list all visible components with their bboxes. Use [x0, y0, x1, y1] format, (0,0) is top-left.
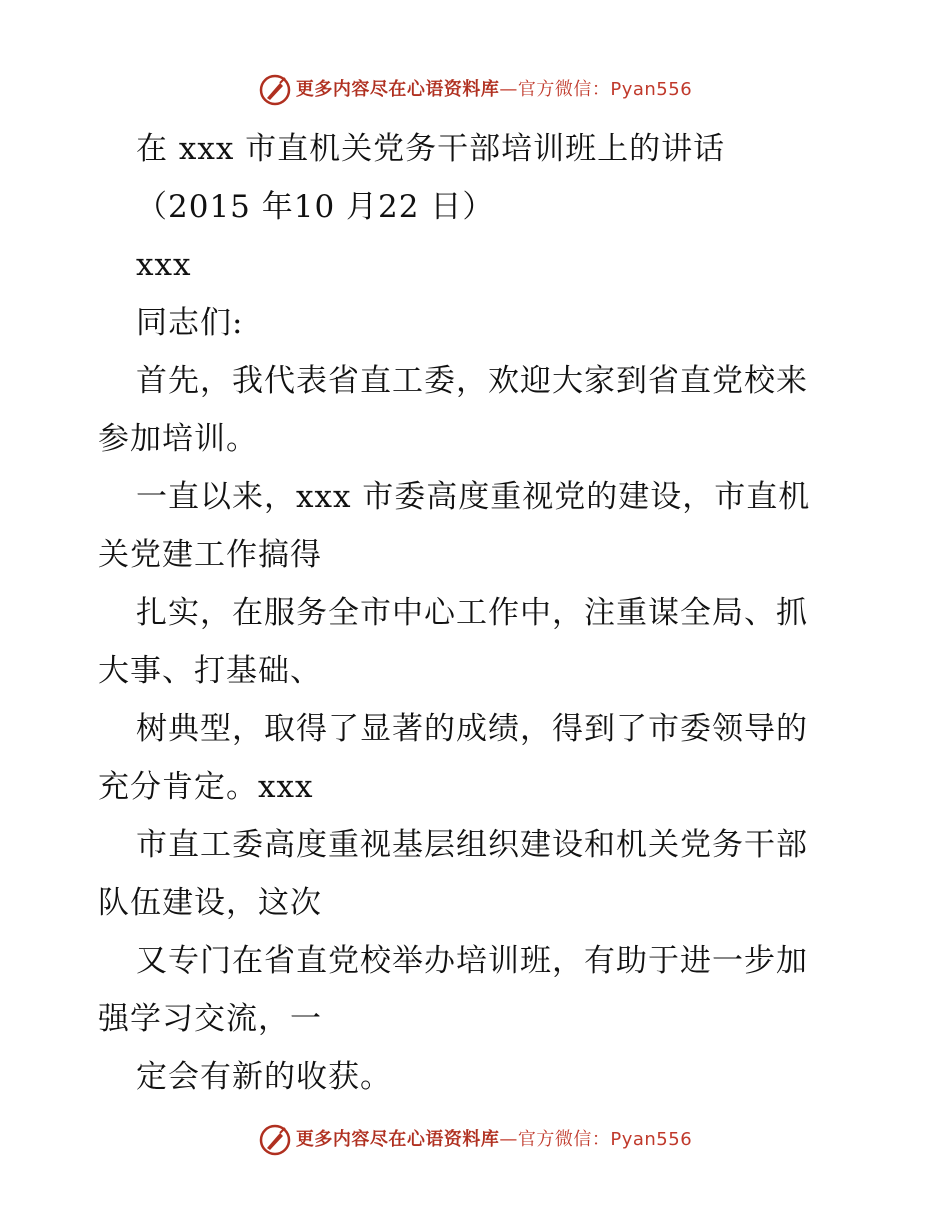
document-date: （2015 年10 月22 日）	[136, 189, 495, 225]
paragraph-line: 关党建工作搞得	[98, 537, 322, 573]
paragraph-line: 参加培训。	[98, 421, 258, 457]
quill-pen-seal-icon	[258, 1123, 292, 1157]
paragraph-line: 树典型，取得了显著的成绩，得到了市委领导的	[136, 711, 808, 747]
document-title: 在 xxx 市直机关党务干部培训班上的讲话	[136, 131, 726, 167]
paragraph-line: 又专门在省直党校举办培训班，有助于进一步加	[136, 943, 808, 979]
header-banner	[0, 70, 950, 110]
footer-banner	[0, 1120, 950, 1160]
paragraph-line: 定会有新的收获。	[136, 1059, 392, 1095]
paragraph-line: 充分肯定。xxx	[98, 769, 314, 805]
paragraph-line: 强学习交流，一	[98, 1001, 322, 1037]
paragraph-line: 扎实，在服务全市中心工作中，注重谋全局、抓	[136, 595, 808, 631]
paragraph-line: 大事、打基础、	[98, 653, 322, 689]
document-salutation: 同志们:	[136, 305, 244, 341]
quill-pen-seal-icon	[258, 73, 292, 107]
paragraph-line: 队伍建设，这次	[98, 885, 322, 921]
paragraph-line: 市直工委高度重视基层组织建设和机关党务干部	[136, 827, 808, 863]
banner-text: 更多内容尽在心语资料库—官方微信：Pyan556	[295, 79, 693, 100]
document-speaker: xxx	[136, 247, 192, 283]
paragraph-line: 一直以来，xxx 市委高度重视党的建设，市直机	[136, 479, 811, 515]
paragraph-line: 首先，我代表省直工委，欢迎大家到省直党校来	[136, 363, 808, 399]
banner-text: 更多内容尽在心语资料库—官方微信：Pyan556	[295, 1129, 693, 1150]
document-body	[98, 120, 858, 1106]
